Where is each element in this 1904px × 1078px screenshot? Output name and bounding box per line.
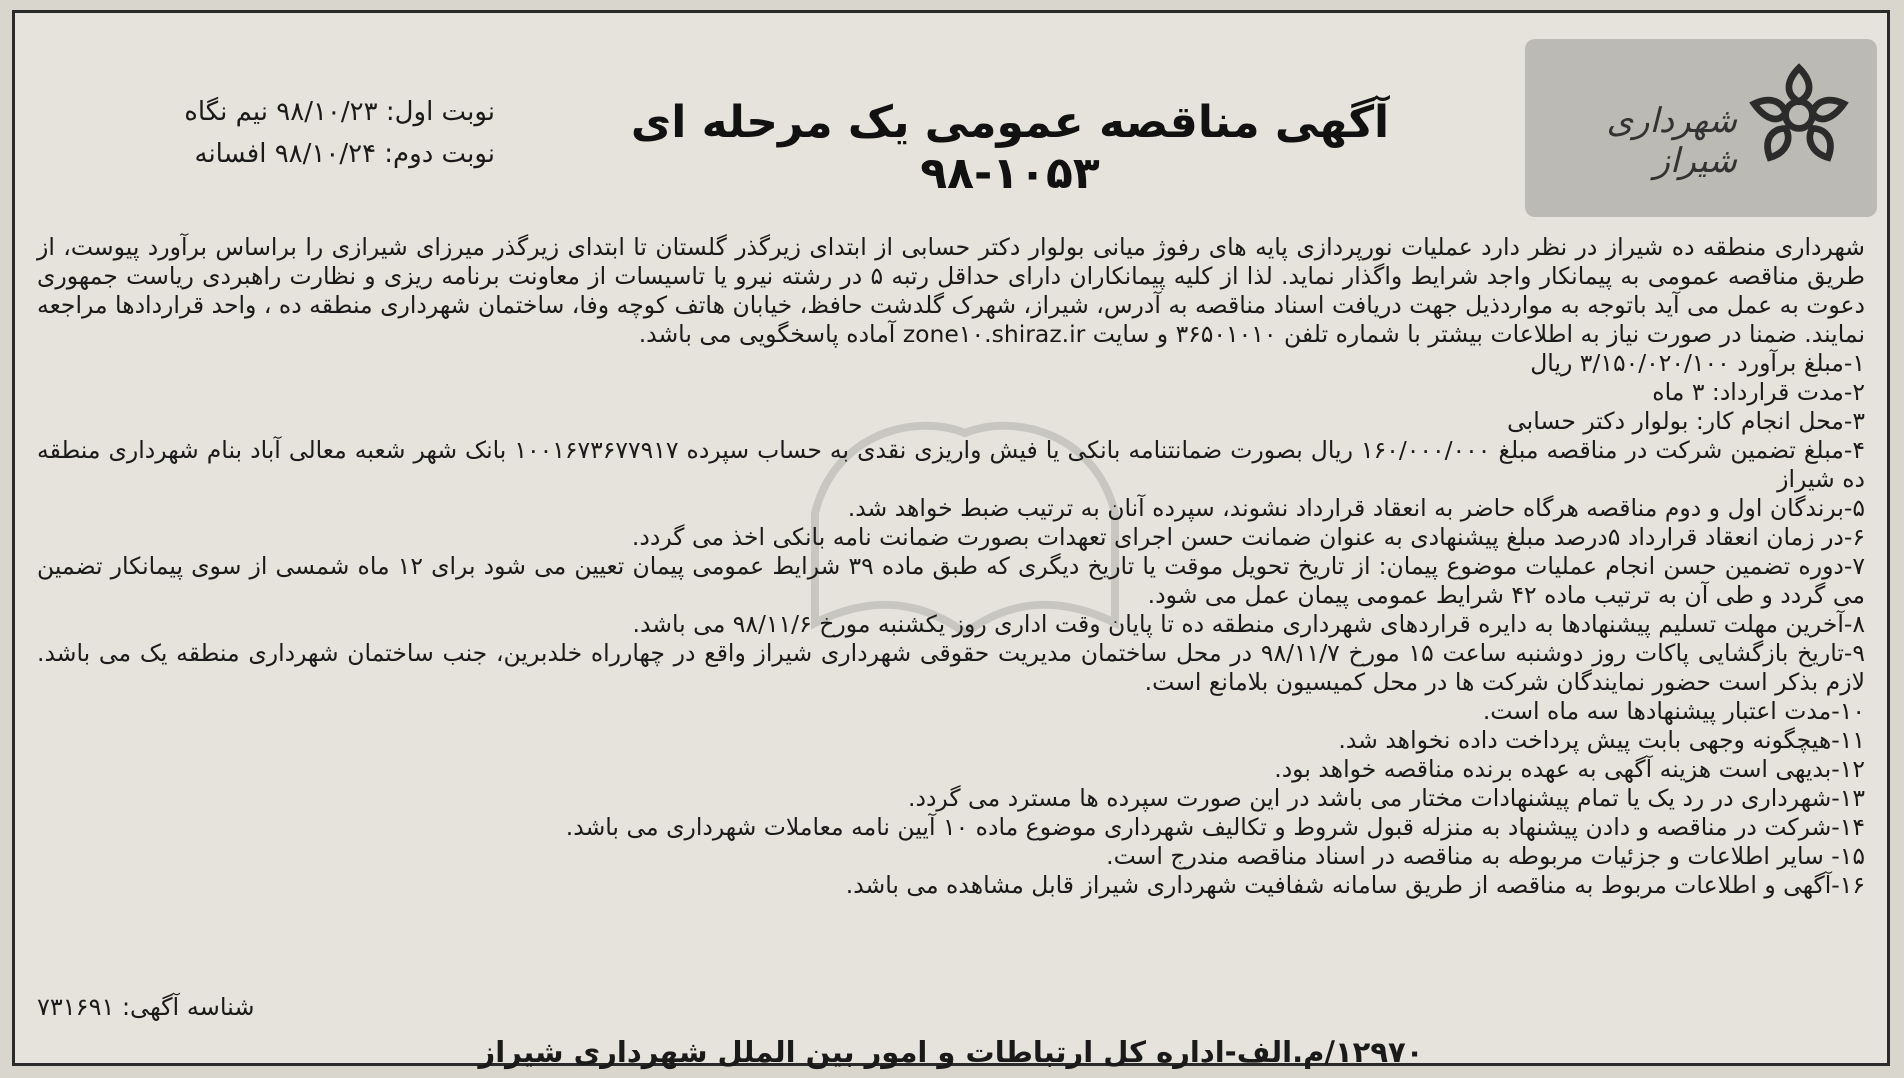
list-item: ۱۰-مدت اعتبار پیشنهادها سه ماه است.: [1482, 697, 1865, 725]
first-round-date: نوبت اول: ۹۸/۱۰/۲۳ نیم نگاه: [184, 97, 495, 127]
conditions-list: [37, 349, 1865, 900]
second-round-date: نوبت دوم: ۹۸/۱۰/۲۴ افسانه: [194, 139, 495, 169]
list-item: ۱۶-آگهی و اطلاعات مربوط به مناقصه از طریق سامانه شفافیت شهرداری شیراز قابل مشاهده می باشد.: [845, 871, 1865, 899]
list-item: ۴-مبلغ تضمین شرکت در مناقصه مبلغ ۱۶۰/۰۰۰/۰۰۰ ریال بصورت ضمانتنامه بانکی یا فیش واریزی نقدی به حساب سپرده ۱۰۰۱۶۷۳۶۷۷۹۱۷ بانک شهر شعبه معالی آباد بنام شهرداری منطقه ده شیراز: [37, 436, 1865, 493]
notice-header: [15, 13, 1887, 199]
list-item: ۱۳-شهرداری در رد یک یا تمام پیشنهادات مختار می باشد در این صورت سپرده ها مسترد می گردد.: [908, 784, 1865, 812]
newspaper-notice: [12, 10, 1890, 1069]
list-item: ۱۴-شرکت در مناقصه و دادن پیشنهاد به منزله قبول شروط و تکالیف شهرداری موضوع ماده ۱۰ آیین نامه معاملات شهرداری می باشد.: [565, 813, 1865, 841]
notice-body: [37, 233, 1865, 900]
ad-identifier: شناسه آگهی: ۷۳۱۶۹۱: [37, 993, 255, 1021]
list-item: ۱۱-هیچگونه وجهی بابت پیش پرداخت داده نخواهد شد.: [1338, 726, 1865, 754]
list-item: ۷-دوره تضمین حسن انجام عملیات موضوع پیمان: از تاریخ تحویل موقت یا تاریخ دیگری که طبق ماده ۳۹ شرایط عمومی پیمان تعیین می شود برای ۱۲ ماه شمسی از سوی پیمانکار تضمین می گردد و طی آن به ترتیب ماده ۴۲ شرایط عمومی پیمان عمل می شود.: [37, 552, 1865, 609]
issuer-signature: ۱۲۹۷۰/م.الف-اداره کل ارتباطات و امور بین الملل شهرداری شیراز: [478, 1035, 1424, 1069]
notice-title: آگهی مناقصه عمومی یک مرحله ای ۱۰۵۳-۹۸: [630, 97, 1390, 199]
list-item: ۵-برندگان اول و دوم مناقصه هرگاه حاضر به انعقاد قرارداد نشوند، سپرده آنان به ترتیب ضبط خواهد شد.: [847, 494, 1865, 522]
publication-rounds: [135, 91, 495, 175]
flower-logo-icon: [1743, 59, 1855, 171]
list-item: ۸-آخرین مهلت تسلیم پیشنهادها به دایره قراردهای شهرداری منطقه ده تا پایان وقت اداری روز یکشنبه مورخ ۹۸/۱۱/۶ می باشد.: [632, 610, 1865, 638]
list-item: ۲-مدت قرارداد: ۳ ماه: [1652, 378, 1865, 406]
list-item: ۱۵- سایر اطلاعات و جزئیات مربوطه به مناقصه در اسناد مناقصه مندرج است.: [1106, 842, 1865, 870]
list-item: ۶-در زمان انعقاد قرارداد ۵درصد مبلغ پیشنهادی به عنوان ضمانت حسن اجرای تعهدات بصورت ضمانت نامه بانکی اخذ می گردد.: [631, 523, 1865, 551]
list-item: ۳-محل انجام کار: بولوار دکتر حسابی: [1507, 407, 1865, 435]
list-item: ۹-تاریخ بازگشایی پاکات روز دوشنبه ساعت ۱۵ مورخ ۹۸/۱۱/۷ در محل ساختمان مدیریت حقوقی شهرداری شیراز واقع در چهارراه خلدبرین، جنب ساختمان شهرداری منطقه یک می باشد. لازم بذکر است حضور نمایندگان شرکت ها در محل کمیسیون بلامانع است.: [37, 639, 1865, 696]
municipality-logo-box: [1525, 39, 1877, 217]
list-item: ۱۲-بدیهی است هزینه آگهی به عهده برنده مناقصه خواهد بود.: [1274, 755, 1865, 783]
municipality-logo-text: شهرداری شیراز: [1606, 101, 1737, 181]
intro-paragraph: شهرداری منطقه ده شیراز در نظر دارد عملیات نورپردازی پایه های رفوژ میانی بولوار دکتر حسابی از ابتدای زیرگذر گلستان تا ابتدای زیرگذر میرزای شیرازی را براساس برآورد پیوست، از طریق مناقصه عمومی به پیمانکار واجد شرایط واگذار نماید. لذا از کلیه پیمانکاران دارای حداقل رتبه ۵ در رشته نیرو یا تاسیسات از معاونت برنامه ریزی و نظارت راهبردی ریاست جمهوری دعوت به عمل می آید باتوجه به مواردذیل جهت دریافت اسناد مناقصه به آدرس، شیراز، شهرک گلدشت حافظ، خیابان هاتف کوچه وفا، ساختمان شهرداری منطقه ده ، واحد قراردادها مراجعه نمایند. ضمنا در صورت نیاز به اطلاعات بیشتر با شماره تلفن ۳۶۵۰۱۰۱۰ و سایت zone۱۰.shiraz.ir آماده پاسخگویی می باشد.: [37, 233, 1865, 348]
list-item: ۱-مبلغ برآورد ۳/۱۵۰/۰۲۰/۱۰۰ ریال: [1530, 349, 1865, 377]
